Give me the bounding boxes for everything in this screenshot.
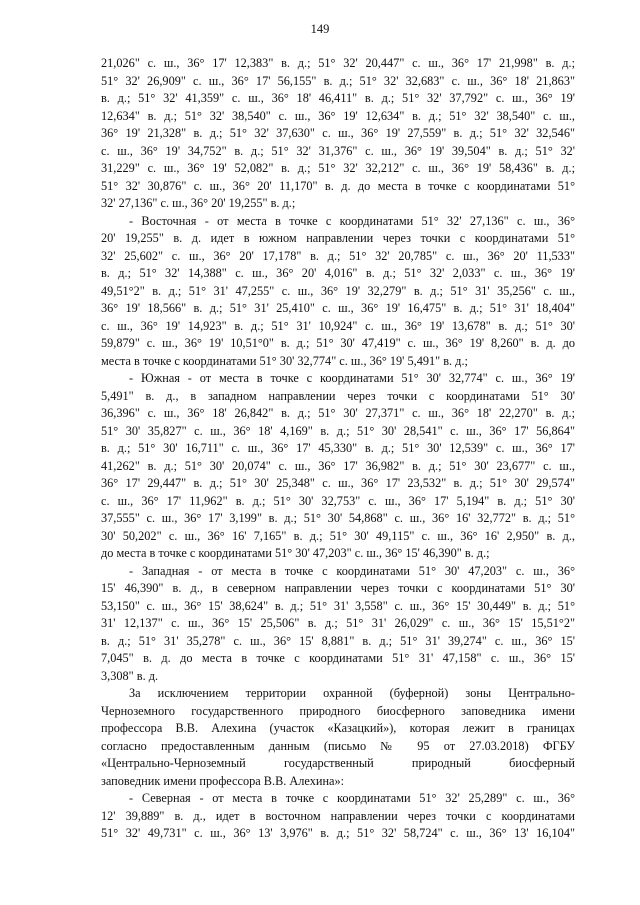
- text-line: 5,491" в. д., в западном направлении через точки с координатами 51° 30': [101, 388, 575, 403]
- text-line: 36° 19' 21,328" в. д.; 51° 32' 37,630" с. ш., 36° 19' 27,559" в. д.; 51° 32' 32,546": [101, 126, 575, 140]
- text-line: 20' 19,255" в. д. идет в южном направлении через точки с координатами 51°: [101, 231, 575, 245]
- text-line: согласно предоставленным данным (письмо № 95 от 27.03.2018) ФГБУ: [101, 738, 575, 753]
- text-line: 37,555" с. ш., 36° 17' 3,199" в. д.; 51° 30' 54,868" с. ш., 36° 16' 32,772" в. д.; 51°: [101, 511, 575, 525]
- text-line: с. ш., 36° 19' 14,923" в. д.; 51° 31' 10,924" с. ш., 36° 19' 13,678" в. д.; 51° 30': [101, 318, 575, 333]
- paragraph: [101, 370, 575, 563]
- text-line: заповедник имени профессора В.В. Алехина»:: [101, 773, 345, 788]
- text-line: 30' 50,202" с. ш., 36° 16' 7,165" в. д.; 51° 30' 49,115" с. ш., 36° 16' 2,950" в. д.,: [101, 528, 575, 543]
- paragraph: [101, 55, 575, 213]
- text-line: 36° 19' 18,566" в. д.; 51° 31' 25,410" с. ш., 36° 19' 16,475" в. д.; 51° 31' 18,404": [101, 301, 575, 315]
- text-line: места в точке с координатами 51° 30' 32,774" с. ш., 36° 19' 5,491" в. д.;: [101, 353, 468, 368]
- paragraph: [101, 563, 575, 686]
- text-line: 7,045" в. д. до места в точке с координатами 51° 31' 47,158" с. ш., 36° 15': [101, 651, 575, 665]
- text-line: профессора В.В. Алехина (участок «Казацкий»), которая лежит в границах: [101, 721, 575, 735]
- text-line: 41,262" в. д.; 51° 30' 20,074" с. ш., 36° 17' 36,982" в. д.; 51° 30' 23,677" с. ш.,: [101, 458, 575, 473]
- text-line: 49,51°2" в. д.; 51° 31' 47,255" с. ш., 36° 19' 32,279" в. д.; 51° 31' 35,256" с. ш.,: [101, 283, 575, 298]
- text-line: 15' 46,390" в. д., в северном направлении через точки с координатами 51° 30': [101, 581, 575, 595]
- text-line: 32' 25,602" с. ш., 36° 20' 17,178" в. д.; 51° 32' 20,785" с. ш., 36° 20' 11,533": [101, 248, 575, 263]
- paragraph: [101, 213, 575, 371]
- text-line: 31' 12,137" с. ш., 36° 15' 25,506" в. д.; 51° 31' 26,029" с. ш., 36° 15' 15,51°2": [101, 616, 575, 630]
- text-line: За исключением территории охранной (буферной) зоны Центрально-: [129, 686, 575, 700]
- text-line: в. д.; 51° 32' 14,388" с. ш., 36° 20' 4,016" в. д.; 51° 32' 2,033" с. ш., 36° 19': [101, 266, 575, 280]
- text-line: 53,150" с. ш., 36° 15' 38,624" в. д.; 51° 31' 3,558" с. ш., 36° 15' 30,449" в. д.; 51°: [101, 598, 575, 613]
- paragraph: [101, 790, 575, 843]
- text-line: «Центрально-Черноземный государственный природный биосферный: [101, 756, 575, 770]
- text-line: в. д.; 51° 31' 35,278" с. ш., 36° 15' 8,881" в. д.; 51° 31' 39,274" с. ш., 36° 15': [101, 633, 575, 648]
- text-line: - Южная - от места в точке с координатами 51° 30' 32,774" с. ш., 36° 19': [129, 371, 575, 385]
- text-line: 32' 27,136" с. ш., 36° 20' 19,255" в. д.;: [101, 196, 296, 210]
- text-line: 36° 17' 29,447" в. д.; 51° 30' 25,348" с. ш., 36° 17' 23,532" в. д.; 51° 30' 29,574": [101, 476, 575, 490]
- text-line: Черноземного государственного природного биосферного заповедника имени: [101, 703, 575, 718]
- text-line: с. ш., 36° 19' 34,752" в. д.; 51° 32' 31,376" с. ш., 36° 19' 39,504" в. д.; 51° 32': [101, 143, 575, 158]
- text-line: до места в точке с координатами 51° 30' 47,203" с. ш., 36° 15' 46,390" в. д.;: [101, 546, 490, 560]
- text-line: 51° 32' 26,909" с. ш., 36° 17' 56,155" в. д.; 51° 32' 32,683" с. ш., 36° 18' 21,863": [101, 73, 575, 88]
- text-line: 3,308" в. д.: [101, 668, 159, 683]
- text-line: - Западная - от места в точке с координатами 51° 30' 47,203" с. ш., 36°: [129, 563, 575, 578]
- text-line: в. д.; 51° 30' 16,711" с. ш., 36° 17' 45,330" в. д.; 51° 30' 12,539" с. ш., 36° 17': [101, 441, 575, 455]
- text-line: 51° 32' 30,876" с. ш., 36° 20' 11,170" в. д. до места в точке с координатами 51°: [101, 178, 575, 193]
- paragraph: [101, 685, 575, 790]
- text-line: - Северная - от места в точке с координатами 51° 32' 25,289" с. ш., 36°: [129, 791, 575, 805]
- text-line: с. ш., 36° 17' 11,962" в. д.; 51° 30' 32,753" с. ш., 36° 17' 5,194" в. д.; 51° 30': [101, 493, 575, 508]
- text-line: 36,396" с. ш., 36° 18' 26,842" в. д.; 51° 30' 27,371" с. ш., 36° 18' 22,270" в. д.;: [101, 406, 575, 420]
- text-line: в. д.; 51° 32' 41,359" с. ш., 36° 18' 46,411" в. д.; 51° 32' 37,792" с. ш., 36° 19': [101, 91, 575, 105]
- text-line: - Восточная - от места в точке с координатами 51° 32' 27,136" с. ш., 36°: [129, 213, 575, 228]
- text-line: 51° 32' 49,731" с. ш., 36° 13' 3,976" в. д.; 51° 32' 58,724" с. ш., 36° 13' 16,104": [101, 826, 575, 840]
- text-line: 51° 30' 35,827" с. ш., 36° 18' 4,169" в. д.; 51° 30' 28,541" с. ш., 36° 17' 56,864": [101, 423, 575, 438]
- document-body: [101, 55, 575, 843]
- text-line: 31,229" с. ш., 36° 19' 52,082" в. д.; 51° 32' 32,212" с. ш., 36° 19' 58,436" в. д.;: [101, 161, 575, 175]
- page-number: 149: [310, 22, 330, 36]
- text-line: 12,634" в. д.; 51° 32' 38,540" с. ш., 36° 19' 12,634" в. д.; 51° 32' 38,540" с. ш.,: [101, 108, 575, 123]
- text-line: 21,026" с. ш., 36° 17' 12,383" в. д.; 51° 32' 20,447" с. ш., 36° 17' 21,998" в. д.;: [101, 56, 575, 70]
- text-line: 12' 39,889" в. д., идет в восточном направлении через точки с координатами: [101, 808, 575, 823]
- text-line: 59,879" с. ш., 36° 19' 10,51°0" в. д.; 51° 30' 47,419" с. ш., 36° 19' 8,260" в. д. до: [101, 336, 575, 350]
